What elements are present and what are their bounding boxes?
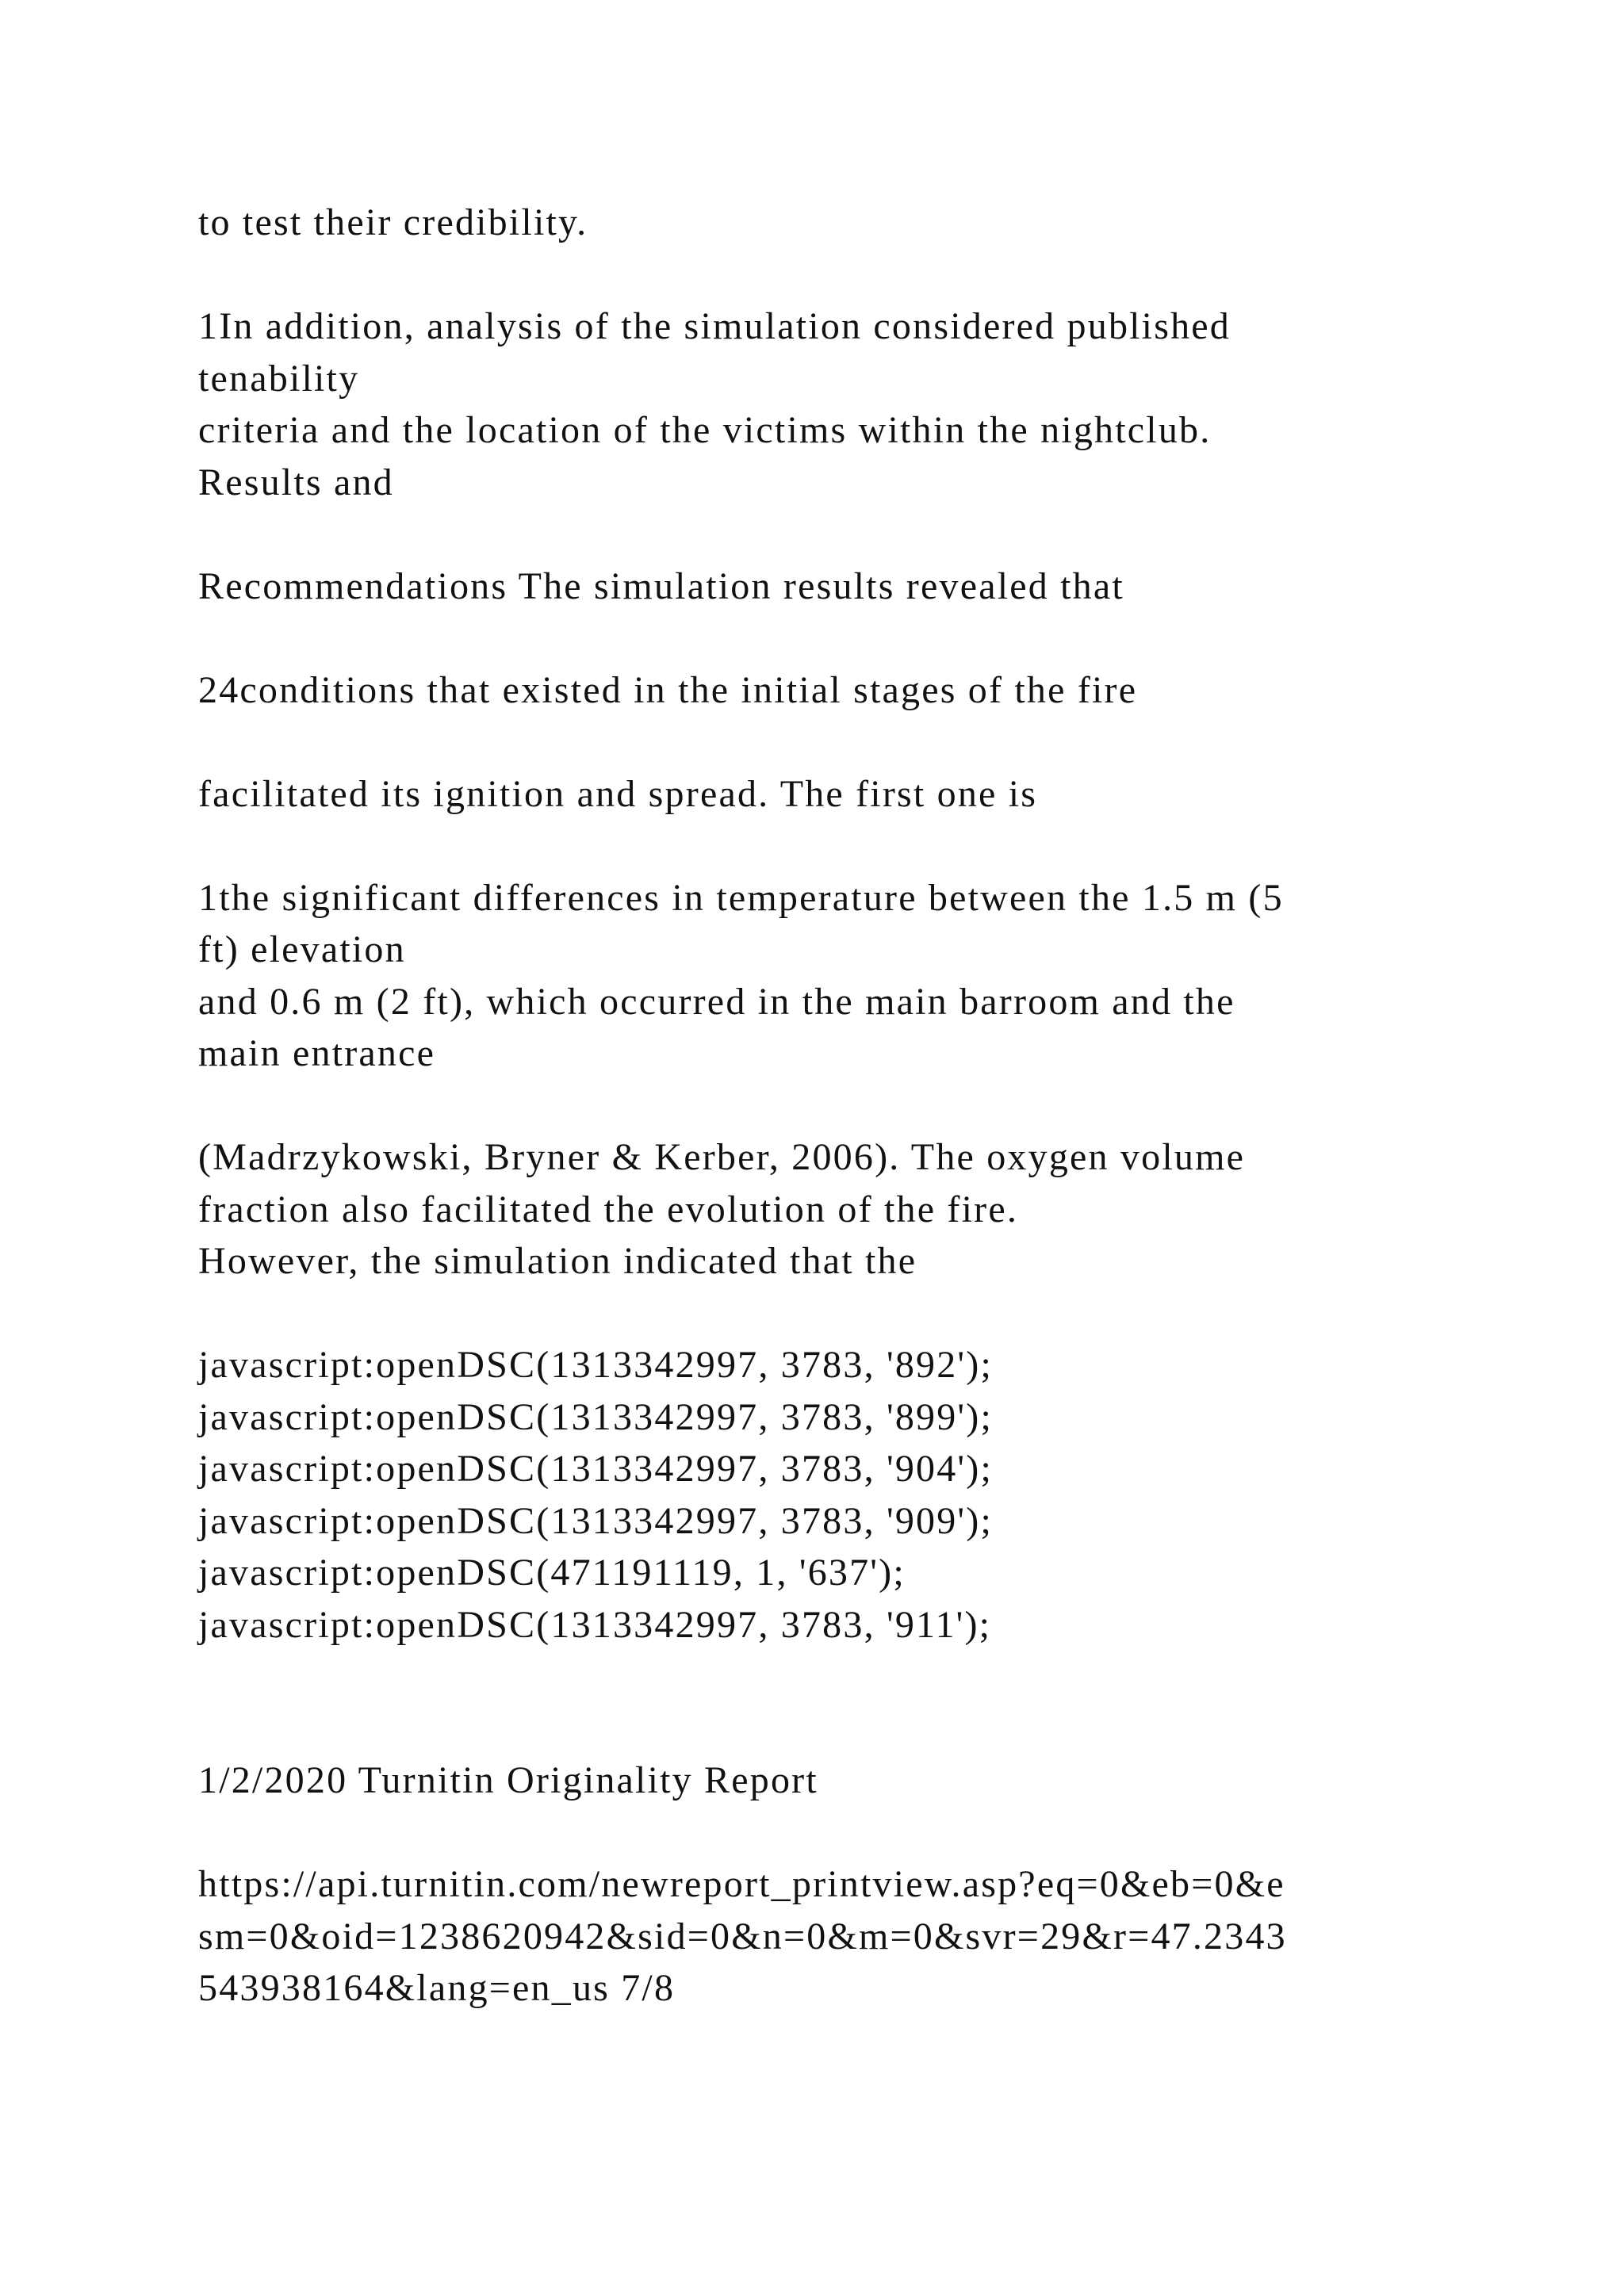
paragraph-spacer (198, 820, 1499, 872)
paragraph-spacer (198, 1288, 1499, 1340)
javascript-link-line: javascript:openDSC(471191119, 1, '637'); (198, 1552, 906, 1594)
text-line: 1the significant differences in temperature between the 1.5 m (5 (198, 876, 1284, 919)
report-header-line (198, 1755, 1499, 1807)
text-line: tenability (198, 357, 360, 400)
paragraph-spacer (198, 1807, 1499, 1859)
javascript-link-line: javascript:openDSC(1313342997, 3783, '899'); (198, 1395, 994, 1438)
paragraph (198, 197, 1499, 249)
section-spacer (198, 1651, 1499, 1755)
url-line: 543938164&lang=en_us 7/8 (198, 1967, 676, 2009)
text-line: main entrance (198, 1032, 436, 1074)
link-list (198, 1339, 1499, 1651)
javascript-link-line: javascript:openDSC(1313342997, 3783, '911'); (198, 1603, 992, 1646)
text-line: and 0.6 m (2 ft), which occurred in the main barroom and the (198, 980, 1235, 1023)
text-line: (Madrzykowski, Bryner & Kerber, 2006). The oxygen volume (198, 1136, 1246, 1178)
paragraph-spacer (198, 508, 1499, 561)
text-line: fraction also facilitated the evolution of the fire. (198, 1188, 1019, 1230)
paragraph (198, 1131, 1499, 1288)
text-line: However, the simulation indicated that the (198, 1240, 917, 1282)
paragraph (198, 561, 1499, 613)
paragraph (198, 664, 1499, 717)
text-line: facilitated its ignition and spread. The first one is (198, 772, 1038, 815)
javascript-link-line: javascript:openDSC(1313342997, 3783, '909'); (198, 1499, 994, 1542)
paragraph-spacer (198, 249, 1499, 301)
paragraph-spacer (198, 1080, 1499, 1132)
text-line: Results and (198, 461, 394, 503)
text-line: 24conditions that existed in the initial stages of the fire (198, 668, 1138, 711)
javascript-link-line: javascript:openDSC(1313342997, 3783, '904'); (198, 1448, 994, 1490)
paragraph-spacer (198, 612, 1499, 664)
text-line: ft) elevation (198, 928, 406, 970)
text-line: criteria and the location of the victims within the nightclub. (198, 409, 1212, 451)
text-line: to test their credibility. (198, 201, 588, 243)
report-url (198, 1858, 1499, 2015)
paragraph (198, 300, 1499, 508)
paragraph-spacer (198, 716, 1499, 768)
paragraph (198, 768, 1499, 821)
text-line: Recommendations The simulation results revealed that (198, 564, 1124, 607)
paragraph (198, 872, 1499, 1080)
url-line: sm=0&oid=1238620942&sid=0&n=0&m=0&svr=29&r=47.2343 (198, 1915, 1287, 1957)
javascript-link-line: javascript:openDSC(1313342997, 3783, '892'); (198, 1344, 994, 1386)
report-title: 1/2/2020 Turnitin Originality Report (198, 1759, 818, 1801)
text-line: 1In addition, analysis of the simulation considered published (198, 305, 1231, 347)
document-body (198, 197, 1499, 2015)
url-line: https://api.turnitin.com/newreport_printview.asp?eq=0&eb=0&e (198, 1863, 1285, 1905)
